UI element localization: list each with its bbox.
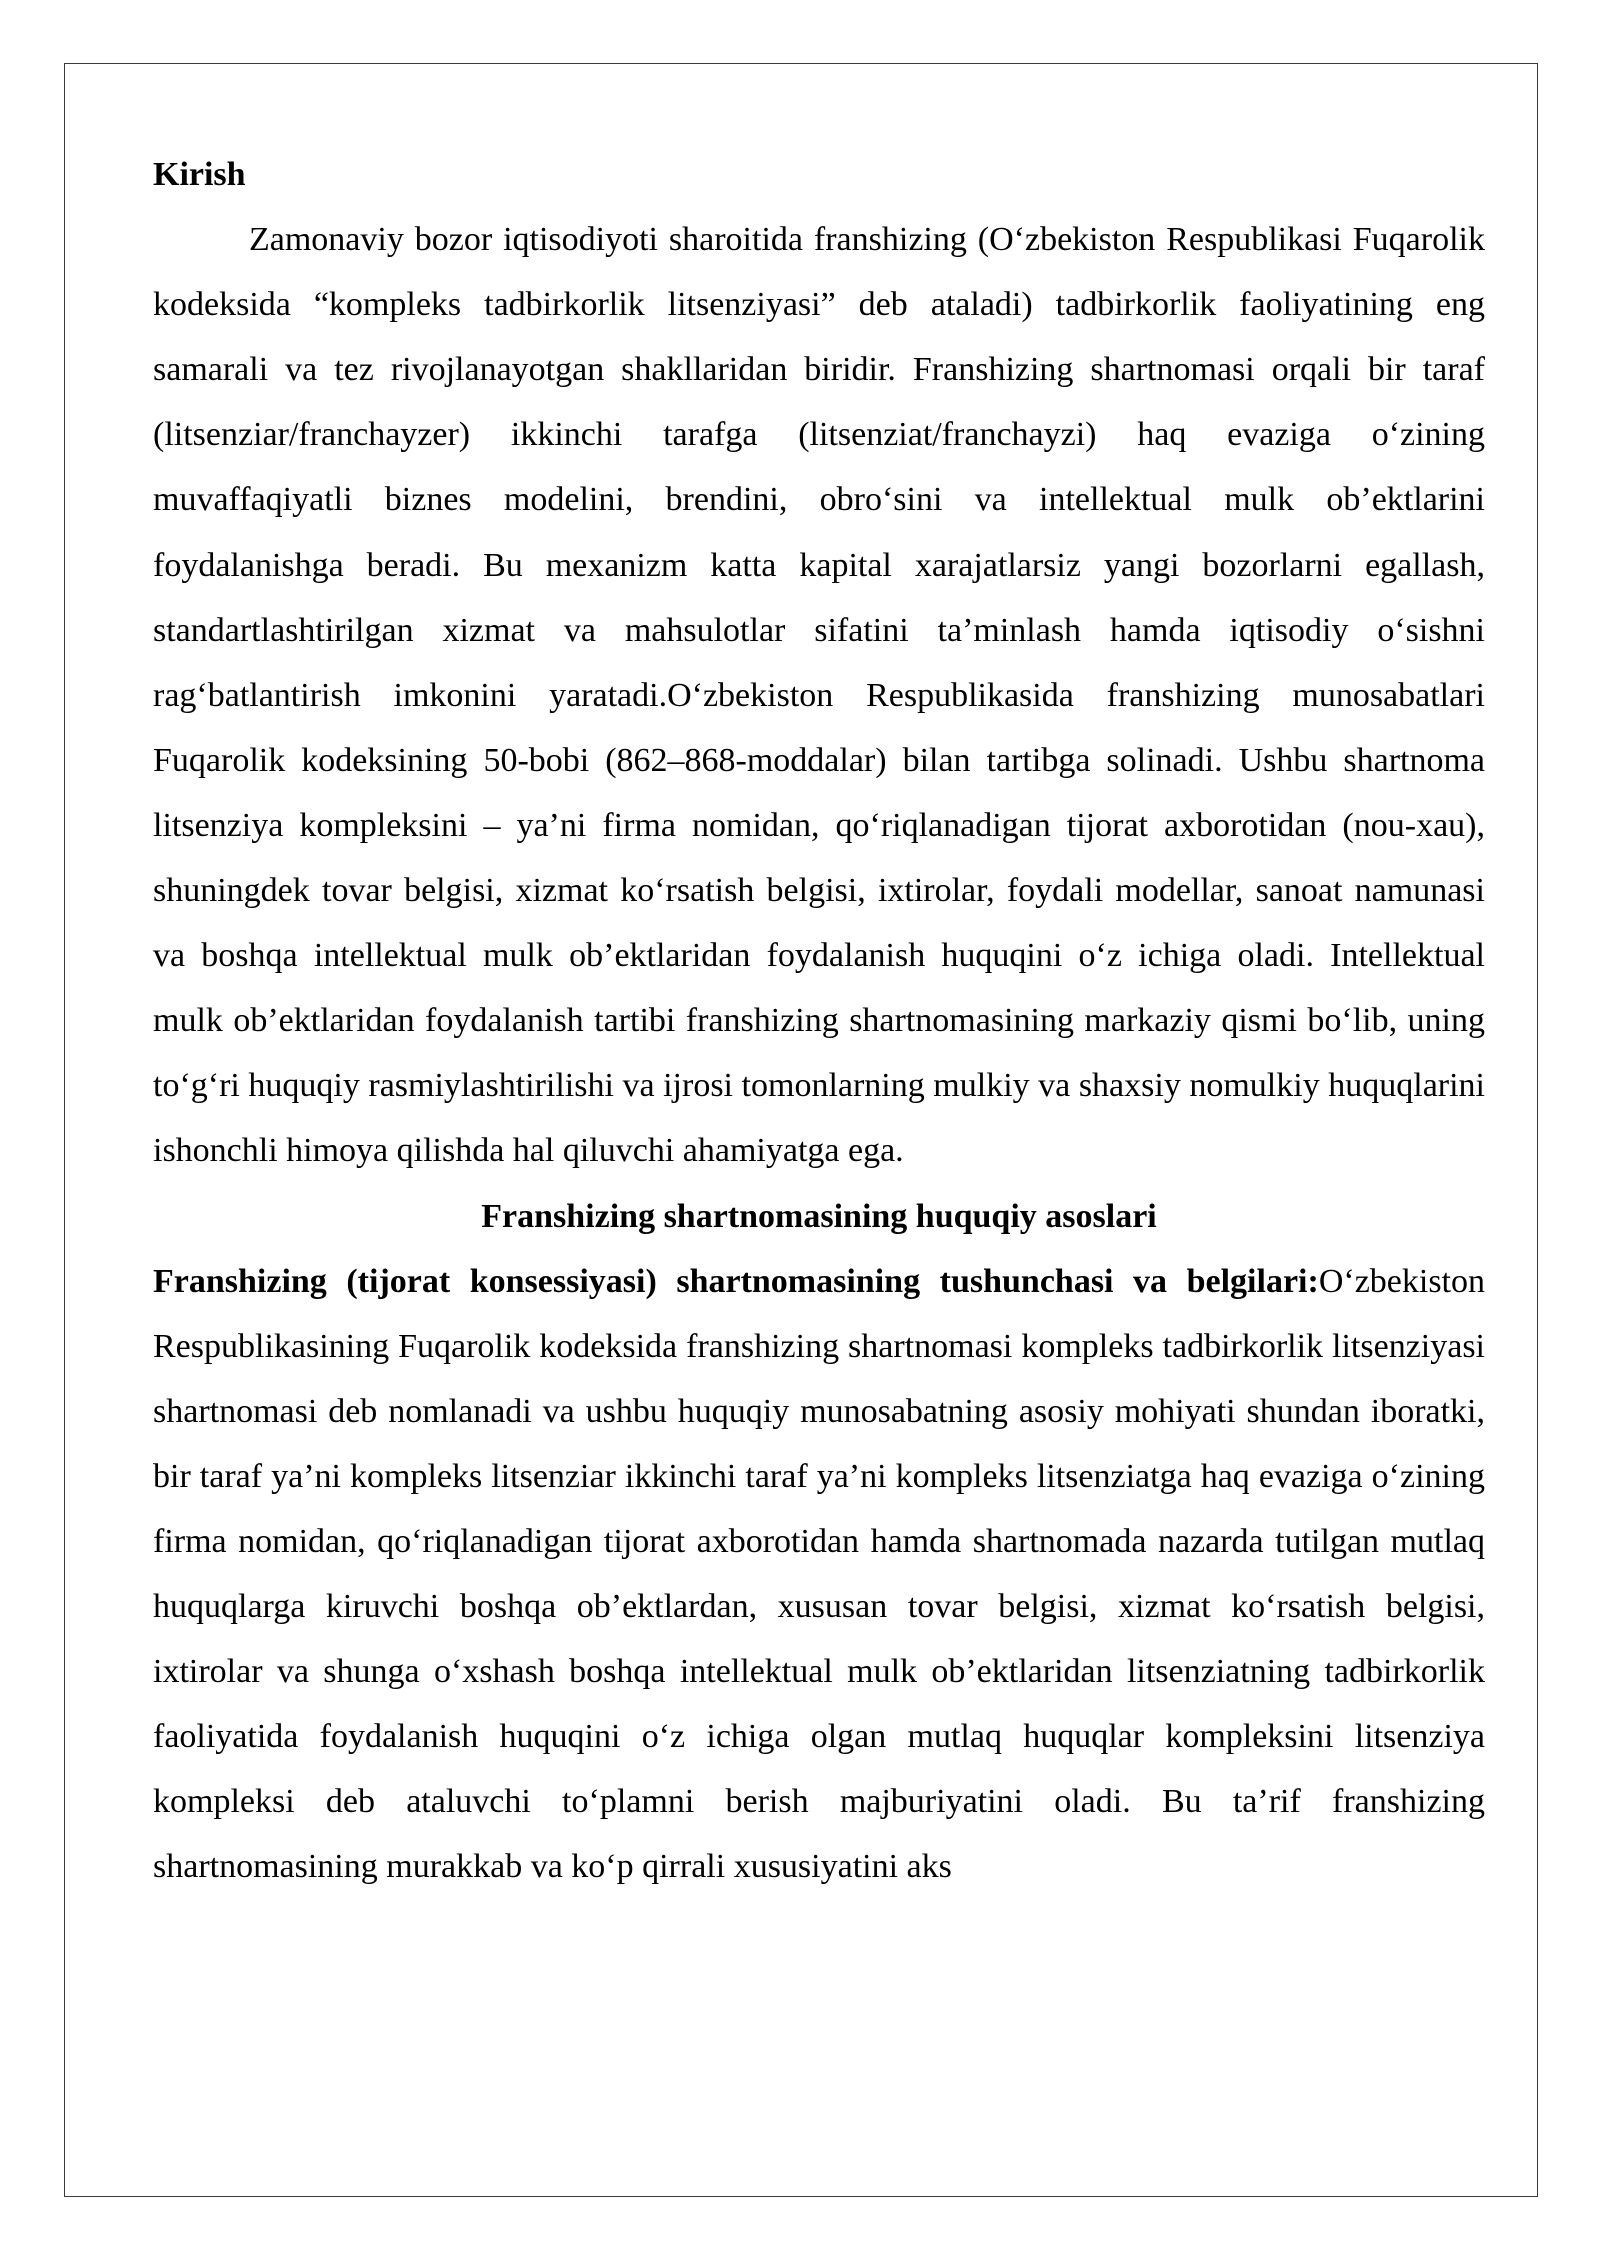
subsection-heading: Franshizing (tijorat konsessiyasi) shartnomasining tushunchasi va belgilari:	[153, 1262, 1319, 1300]
document-body	[153, 142, 1485, 1900]
intro-heading: Kirish	[153, 156, 246, 193]
section-heading: Franshizing shartnomasining huquqiy asoslari	[481, 1197, 1157, 1235]
intro-paragraph: Zamonaviy bozor iqtisodiyoti sharoitida franshizing (O‘zbekiston Respublikasi Fuqarolik kodeksida “kompleks tadbirkorlik litsenziyasi” deb ataladi) tadbirkorlik faoliyatining eng samarali va tez rivojlanayotgan shakllaridan biridir. Franshizing shartnomasi orqali bir taraf (litsenziar/franchayzer) ikkinchi tarafga (litsenziat/franchayzi) haq evaziga o‘zining muvaffaqiyatli biznes modelini, brendini, obro‘sini va intellektual mulk ob’ektlarini foydalanishga beradi. Bu mexanizm katta kapital xarajatlarsiz yangi bozorlarni egallash, standartlashtirilgan xizmat va mahsulotlar sifatini ta’minlash hamda iqtisodiy o‘sishni rag‘batlantirish imkonini yaratadi.O‘zbekiston Respublikasida franshizing munosabatlari Fuqarolik kodeksining 50-bobi (862–868-moddalar) bilan tartibga solinadi. Ushbu shartnoma litsenziya kompleksini – ya’ni firma nomidan, qo‘riqlanadigan tijorat axborotidan (nou-xau), shuningdek tovar belgisi, xizmat ko‘rsatish belgisi, ixtirolar, foydali modellar, sanoat namunasi va boshqa intellektual mulk ob’ektlaridan foydalanish huquqini o‘z ichiga oladi. Intellektual mulk ob’ektlaridan foydalanish tartibi franshizing shartnomasining markaziy qismi bo‘lib, uning to‘g‘ri huquqiy rasmiylashtirilishi va ijrosi tomonlarning mulkiy va shaxsiy nomulkiy huquqlarini ishonchli himoya qilishda hal qiluvchi ahamiyatga ega.	[153, 221, 1485, 1170]
subsection-paragraph: O‘zbekiston Respublikasining Fuqarolik kodeksida franshizing shartnomasi kompleks tadbirkorlik litsenziyasi shartnomasi deb nomlanadi va ushbu huquqiy munosabatning asosiy mohiyati shundan iboratki, bir taraf ya’ni kompleks litsenziar ikkinchi taraf ya’ni kompleks litsenziatga haq evaziga o‘zining firma nomidan, qo‘riqlanadigan tijorat axborotidan hamda shartnomada nazarda tutilgan mutlaq huquqlarga kiruvchi boshqa ob’ektlardan, xususan tovar belgisi, xizmat ko‘rsatish belgisi, ixtirolar va shunga o‘xshash boshqa intellektual mulk ob’ektlaridan litsenziatning tadbirkorlik faoliyatida foydalanish huquqini o‘z ichiga olgan mutlaq huquqlar kompleksini litsenziya kompleksi deb ataluvchi to‘plamni berish majburiyatini oladi. Bu ta’rif franshizing shartnomasining murakkab va ko‘p qirrali xususiyatini aks	[153, 1262, 1485, 1886]
subsection-paragraph-block	[153, 1249, 1485, 1900]
